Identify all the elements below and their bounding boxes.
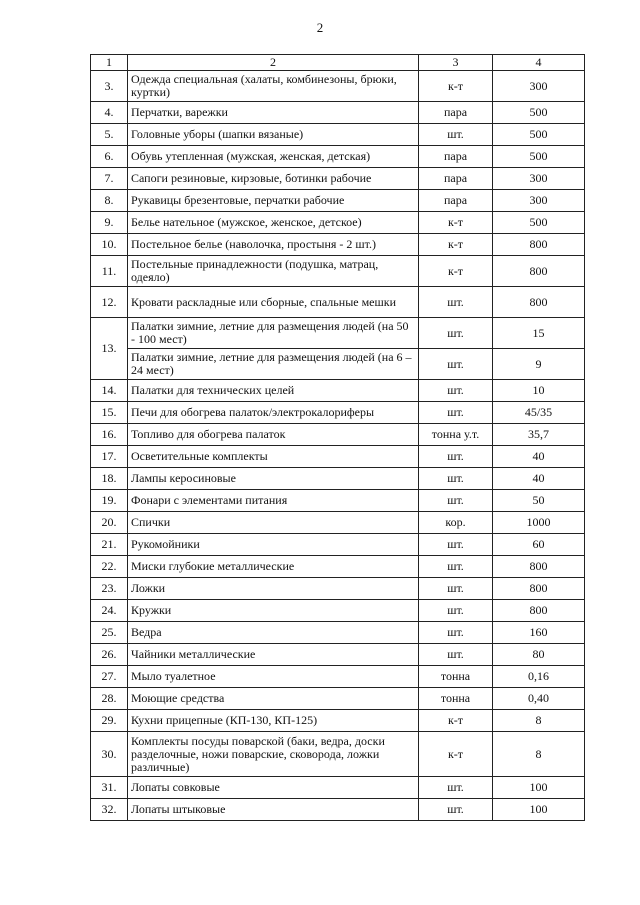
table-row <box>91 380 585 402</box>
item-unit: тонна у.т. <box>419 424 493 446</box>
item-quantity: 0,16 <box>493 666 585 688</box>
item-name: Осветительные комплекты <box>128 446 419 468</box>
row-number: 10. <box>91 234 128 256</box>
item-name: Спички <box>128 512 419 534</box>
item-unit: шт. <box>419 468 493 490</box>
item-quantity: 800 <box>493 234 585 256</box>
row-number: 28. <box>91 688 128 710</box>
item-quantity: 160 <box>493 622 585 644</box>
item-quantity: 0,40 <box>493 688 585 710</box>
page-number: 2 <box>316 20 324 35</box>
item-name: Кровати раскладные или сборные, спальные мешки <box>128 287 419 318</box>
table-row <box>91 710 585 732</box>
row-number: 29. <box>91 710 128 732</box>
table-row <box>91 644 585 666</box>
item-unit: шт. <box>419 622 493 644</box>
row-number: 13. <box>91 318 128 380</box>
column-header: 3 <box>419 55 493 71</box>
item-name: Печи для обогрева палаток/электрокалориферы <box>128 402 419 424</box>
item-quantity: 8 <box>493 710 585 732</box>
row-number: 17. <box>91 446 128 468</box>
row-number: 32. <box>91 799 128 821</box>
item-quantity: 1000 <box>493 512 585 534</box>
item-name: Постельное белье (наволочка, простыня - 2 шт.) <box>128 234 419 256</box>
table-row <box>91 287 585 318</box>
row-number: 4. <box>91 102 128 124</box>
item-name: Палатки для технических целей <box>128 380 419 402</box>
item-quantity: 800 <box>493 600 585 622</box>
item-name: Ведра <box>128 622 419 644</box>
item-quantity: 8 <box>493 732 585 777</box>
item-unit: шт. <box>419 380 493 402</box>
row-number: 5. <box>91 124 128 146</box>
item-quantity: 40 <box>493 468 585 490</box>
item-quantity: 300 <box>493 71 585 102</box>
item-unit: шт. <box>419 349 493 380</box>
item-name: Палатки зимние, летние для размещения людей (на 50 - 100 мест) <box>128 318 419 349</box>
item-unit: кор. <box>419 512 493 534</box>
item-unit: шт. <box>419 490 493 512</box>
item-unit: шт. <box>419 556 493 578</box>
item-unit: шт. <box>419 799 493 821</box>
item-name: Головные уборы (шапки вязаные) <box>128 124 419 146</box>
item-unit: шт. <box>419 318 493 349</box>
row-number: 12. <box>91 287 128 318</box>
table-row <box>91 71 585 102</box>
table-body <box>91 71 585 821</box>
table-row <box>91 666 585 688</box>
item-quantity: 15 <box>493 318 585 349</box>
item-name: Лопаты штыковые <box>128 799 419 821</box>
row-number: 19. <box>91 490 128 512</box>
item-name: Чайники металлические <box>128 644 419 666</box>
item-quantity: 60 <box>493 534 585 556</box>
item-name: Топливо для обогрева палаток <box>128 424 419 446</box>
table-row <box>91 732 585 777</box>
item-quantity: 80 <box>493 644 585 666</box>
row-number: 7. <box>91 168 128 190</box>
table-row <box>91 622 585 644</box>
row-number: 26. <box>91 644 128 666</box>
item-unit: пара <box>419 190 493 212</box>
row-number: 14. <box>91 380 128 402</box>
table-row <box>91 512 585 534</box>
table-row <box>91 468 585 490</box>
item-name: Перчатки, варежки <box>128 102 419 124</box>
item-name: Лампы керосиновые <box>128 468 419 490</box>
item-quantity: 300 <box>493 168 585 190</box>
item-unit: шт. <box>419 578 493 600</box>
item-unit: к-т <box>419 710 493 732</box>
table-row <box>91 102 585 124</box>
item-unit: шт. <box>419 777 493 799</box>
row-number: 25. <box>91 622 128 644</box>
table-row <box>91 534 585 556</box>
item-name: Постельные принадлежности (подушка, матрац, одеяло) <box>128 256 419 287</box>
item-unit: пара <box>419 168 493 190</box>
table-row <box>91 799 585 821</box>
item-unit: шт. <box>419 287 493 318</box>
table-row <box>91 124 585 146</box>
table-row <box>91 146 585 168</box>
item-unit: к-т <box>419 234 493 256</box>
item-name: Комплекты посуды поварской (баки, ведра, доски разделочные, ножи поварские, сковорода, ложки различные) <box>128 732 419 777</box>
table-header-row <box>91 55 585 71</box>
item-unit: к-т <box>419 71 493 102</box>
item-quantity: 500 <box>493 102 585 124</box>
table-row <box>91 256 585 287</box>
column-header: 4 <box>493 55 585 71</box>
item-quantity: 100 <box>493 799 585 821</box>
item-quantity: 50 <box>493 490 585 512</box>
row-number: 23. <box>91 578 128 600</box>
table-row <box>91 777 585 799</box>
item-quantity: 800 <box>493 256 585 287</box>
item-quantity: 35,7 <box>493 424 585 446</box>
item-name: Одежда специальная (халаты, комбинезоны, брюки, куртки) <box>128 71 419 102</box>
item-name: Рукомойники <box>128 534 419 556</box>
item-unit: шт. <box>419 534 493 556</box>
item-name: Фонари с элементами питания <box>128 490 419 512</box>
table-row <box>91 578 585 600</box>
row-number: 16. <box>91 424 128 446</box>
item-unit: шт. <box>419 402 493 424</box>
item-unit: шт. <box>419 124 493 146</box>
row-number: 27. <box>91 666 128 688</box>
item-unit: тонна <box>419 666 493 688</box>
item-name: Лопаты совковые <box>128 777 419 799</box>
column-header: 1 <box>91 55 128 71</box>
column-header: 2 <box>128 55 419 71</box>
item-quantity: 500 <box>493 124 585 146</box>
row-number: 11. <box>91 256 128 287</box>
item-unit: шт. <box>419 446 493 468</box>
item-quantity: 40 <box>493 446 585 468</box>
row-number: 20. <box>91 512 128 534</box>
item-quantity: 800 <box>493 556 585 578</box>
row-number: 31. <box>91 777 128 799</box>
item-unit: пара <box>419 102 493 124</box>
item-quantity: 9 <box>493 349 585 380</box>
item-quantity: 100 <box>493 777 585 799</box>
table-row <box>91 556 585 578</box>
table-row <box>91 424 585 446</box>
row-number: 8. <box>91 190 128 212</box>
item-unit: к-т <box>419 732 493 777</box>
table-row <box>91 234 585 256</box>
item-unit: пара <box>419 146 493 168</box>
row-number: 21. <box>91 534 128 556</box>
row-number: 24. <box>91 600 128 622</box>
row-number: 9. <box>91 212 128 234</box>
row-number: 22. <box>91 556 128 578</box>
table-row <box>91 318 585 349</box>
item-unit: шт. <box>419 644 493 666</box>
table-row <box>91 402 585 424</box>
item-name: Сапоги резиновые, кирзовые, ботинки рабочие <box>128 168 419 190</box>
item-quantity: 45/35 <box>493 402 585 424</box>
item-name: Кухни прицепные (КП-130, КП-125) <box>128 710 419 732</box>
table-row <box>91 490 585 512</box>
item-name: Моющие средства <box>128 688 419 710</box>
item-quantity: 800 <box>493 578 585 600</box>
table-row <box>91 212 585 234</box>
table-row <box>91 600 585 622</box>
item-name: Палатки зимние, летние для размещения людей (на 6 – 24 мест) <box>128 349 419 380</box>
item-name: Белье нательное (мужское, женское, детское) <box>128 212 419 234</box>
row-number: 6. <box>91 146 128 168</box>
row-number: 30. <box>91 732 128 777</box>
item-unit: к-т <box>419 212 493 234</box>
row-number: 3. <box>91 71 128 102</box>
item-name: Обувь утепленная (мужская, женская, детская) <box>128 146 419 168</box>
item-quantity: 300 <box>493 190 585 212</box>
item-unit: шт. <box>419 600 493 622</box>
item-quantity: 10 <box>493 380 585 402</box>
row-number: 18. <box>91 468 128 490</box>
item-quantity: 800 <box>493 287 585 318</box>
item-name: Мыло туалетное <box>128 666 419 688</box>
table-row <box>91 446 585 468</box>
item-name: Рукавицы брезентовые, перчатки рабочие <box>128 190 419 212</box>
inventory-table <box>90 54 585 821</box>
item-name: Кружки <box>128 600 419 622</box>
item-unit: тонна <box>419 688 493 710</box>
item-quantity: 500 <box>493 146 585 168</box>
table-row <box>91 688 585 710</box>
table-row <box>91 168 585 190</box>
table-row <box>91 349 585 380</box>
item-name: Ложки <box>128 578 419 600</box>
item-quantity: 500 <box>493 212 585 234</box>
item-name: Миски глубокие металлические <box>128 556 419 578</box>
table-row <box>91 190 585 212</box>
row-number: 15. <box>91 402 128 424</box>
item-unit: к-т <box>419 256 493 287</box>
